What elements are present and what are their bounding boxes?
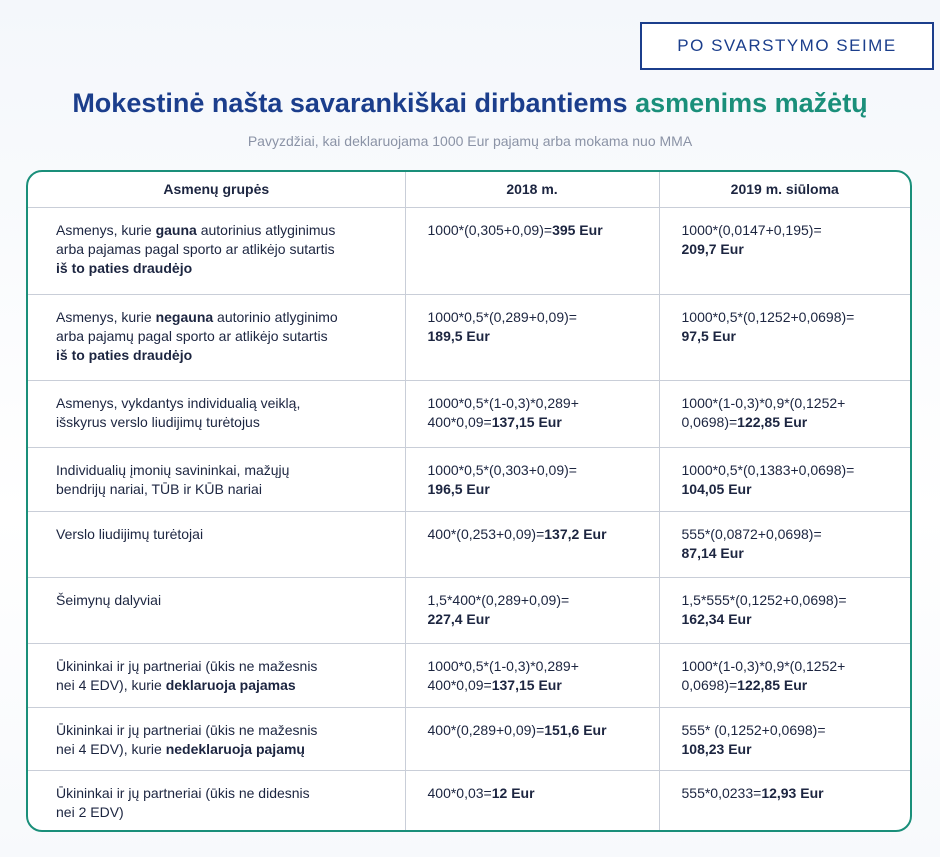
result-value: 137,2 Eur [544,525,607,542]
value-cell-2018 [405,207,659,294]
group-text: nei 4 EDV), kurie [56,676,166,693]
result-value: 196,5 Eur [427,480,490,497]
table-row [28,380,910,447]
value-cell-2019 [659,643,910,707]
group-text: nei 2 EDV) [56,803,124,820]
formula-text: 1000*0,5*(0,1383+0,0698)= [681,461,855,478]
column-header-2018: 2018 m. [405,172,659,207]
tax-table [28,172,910,832]
table-row [28,294,910,380]
result-value: 12,93 Eur [761,784,824,801]
column-header-2019: 2019 m. siūloma [659,172,910,207]
group-text: Ūkininkai ir jų partneriai (ūkis ne mažesnis [56,721,318,738]
formula-text: 400*0,09= [427,676,492,693]
formula-text: 400*0,09= [427,413,492,430]
result-value: 87,14 Eur [681,544,744,561]
result-value: 189,5 Eur [427,327,490,344]
title-part-2: asmenims mažėtų [635,88,868,118]
formula-text: 1,5*555*(0,1252+0,0698)= [681,591,847,608]
value-cell-2019 [659,380,910,447]
result-value: 122,85 Eur [737,413,808,430]
result-value: 151,6 Eur [544,721,607,738]
group-cell [28,207,405,294]
group-text: autorinius atlyginimus [196,221,336,238]
title-part-1: Mokestinė našta savarankiškai dirbantiems [72,88,636,118]
result-value: 104,05 Eur [681,480,752,497]
group-cell [28,770,405,832]
value-cell-2019 [659,770,910,832]
group-text: Asmenys, vykdantys individualią veiklą, [56,394,301,411]
value-cell-2018 [405,770,659,832]
group-text-bold: nedeklaruoja pajamų [165,740,305,757]
formula-text: 1000*0,5*(0,303+0,09)= [427,461,577,478]
group-text: Individualių įmonių savininkai, mažųjų [56,461,290,478]
formula-text: 1000*0,5*(0,289+0,09)= [427,308,577,325]
formula-text: 555*(0,0872+0,0698)= [681,525,822,542]
formula-text: 555* (0,1252+0,0698)= [681,721,826,738]
result-value: 137,15 Eur [491,413,562,430]
formula-text: 400*(0,253+0,09)= [427,525,545,542]
value-cell-2018 [405,380,659,447]
table-row [28,207,910,294]
group-text: išskyrus verslo liudijimų turėtojus [56,413,260,430]
group-text: nei 4 EDV), kurie [56,740,166,757]
group-cell [28,380,405,447]
group-cell [28,447,405,511]
value-cell-2018 [405,511,659,577]
table-row [28,447,910,511]
value-cell-2018 [405,643,659,707]
tax-table-frame [26,170,912,832]
result-value: 395 Eur [552,221,603,238]
value-cell-2019 [659,511,910,577]
group-text-bold: gauna [155,221,197,238]
formula-text: 400*0,03= [427,784,492,801]
group-text: arba pajamų pagal sporto ar atlikėjo sutartis [56,327,328,344]
result-value: 162,34 Eur [681,610,752,627]
page-title [0,88,940,119]
group-cell [28,643,405,707]
table-row [28,577,910,643]
value-cell-2019 [659,207,910,294]
value-cell-2018 [405,294,659,380]
result-value: 108,23 Eur [681,740,752,757]
formula-text: 400*(0,289+0,09)= [427,721,545,738]
group-text: Verslo liudijimų turėtojai [56,525,204,542]
group-text-bold: iš to paties draudėjo [56,259,193,276]
value-cell-2019 [659,707,910,770]
group-text-bold: negauna [155,308,214,325]
group-text: arba pajamas pagal sporto ar atlikėjo sutartis [56,240,335,257]
group-text-bold: iš to paties draudėjo [56,346,193,363]
formula-text: 0,0698)= [681,676,738,693]
value-cell-2018 [405,707,659,770]
formula-text: 1000*0,5*(0,1252+0,0698)= [681,308,855,325]
group-text: autorinio atlyginimo [213,308,338,325]
value-cell-2018 [405,447,659,511]
result-value: 137,15 Eur [491,676,562,693]
group-cell [28,511,405,577]
group-cell [28,707,405,770]
formula-text: 1000*(0,0147+0,195)= [681,221,822,238]
formula-text: 1000*(1-0,3)*0,9*(0,1252+ [681,657,846,674]
table-row [28,770,910,832]
group-text: Šeimynų dalyviai [56,591,162,608]
formula-text: 1000*(0,305+0,09)= [427,221,553,238]
result-value: 227,4 Eur [427,610,490,627]
page-subtitle: Pavyzdžiai, kai deklaruojama 1000 Eur pajamų arba mokama nuo MMA [247,133,693,149]
value-cell-2019 [659,577,910,643]
formula-text: 1000*0,5*(1-0,3)*0,289+ [427,394,579,411]
table-row [28,643,910,707]
group-text: bendrijų nariai, TŪB ir KŪB nariai [56,480,262,497]
value-cell-2018 [405,577,659,643]
formula-text: 0,0698)= [681,413,738,430]
group-text: Ūkininkai ir jų partneriai (ūkis ne didesnis [56,784,310,801]
column-header-groups: Asmenų grupės [28,172,405,207]
group-cell [28,294,405,380]
formula-text: 1000*0,5*(1-0,3)*0,289+ [427,657,579,674]
group-text: Ūkininkai ir jų partneriai (ūkis ne mažesnis [56,657,318,674]
group-cell [28,577,405,643]
formula-text: 1000*(1-0,3)*0,9*(0,1252+ [681,394,846,411]
formula-text: 555*0,0233= [681,784,762,801]
status-badge: PO SVARSTYMO SEIME [640,22,934,70]
formula-text: 1,5*400*(0,289+0,09)= [427,591,570,608]
group-text: Asmenys, kurie [56,308,156,325]
group-text-bold: deklaruoja pajamas [165,676,296,693]
table-row [28,511,910,577]
result-value: 209,7 Eur [681,240,744,257]
value-cell-2019 [659,447,910,511]
value-cell-2019 [659,294,910,380]
result-value: 122,85 Eur [737,676,808,693]
table-row [28,707,910,770]
result-value: 97,5 Eur [681,327,736,344]
group-text: Asmenys, kurie [56,221,156,238]
table-header-row [28,172,910,207]
result-value: 12 Eur [491,784,535,801]
